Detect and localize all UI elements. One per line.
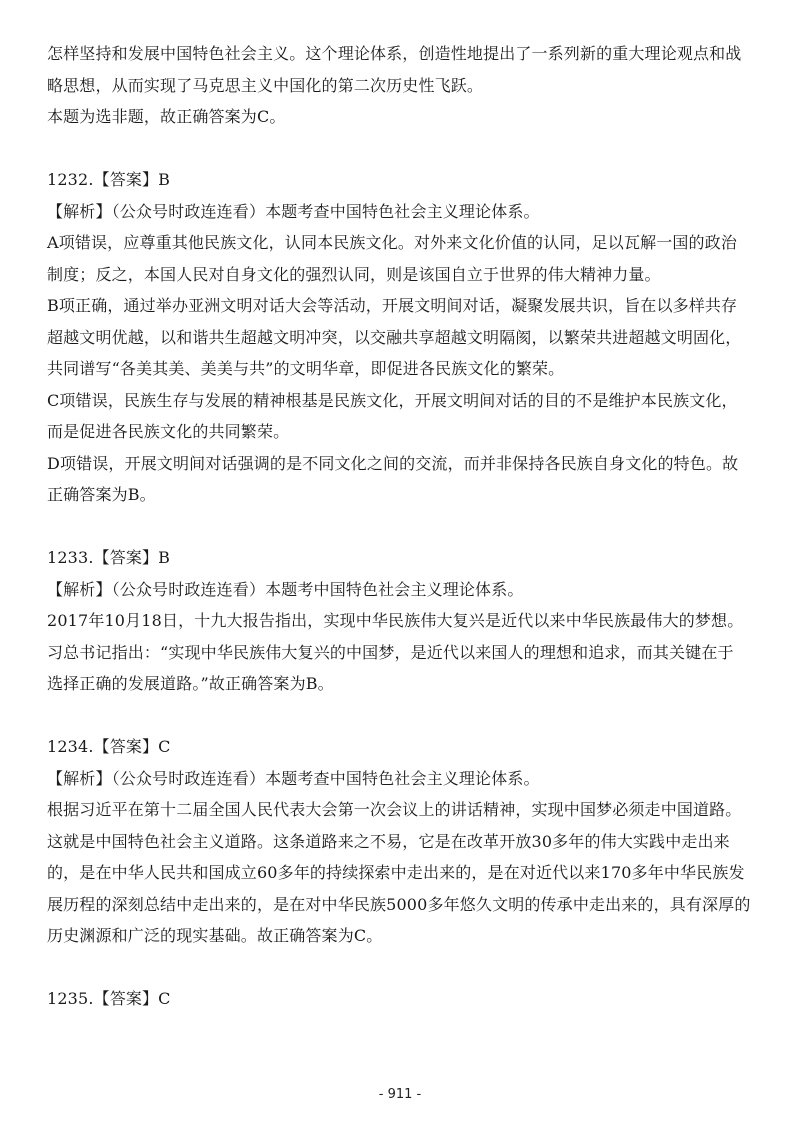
- answer-section-1232: [47, 170, 753, 505]
- page-number: - 911 -: [378, 1087, 422, 1102]
- text-line: 正确答案为B。: [47, 485, 156, 504]
- text-line: B项正确，通过举办亚洲文明对话大会等活动，开展文明间对话，凝聚发展共识，旨在以多样共存: [47, 296, 738, 315]
- answer-header: 1235.【答案】C: [47, 989, 171, 1008]
- text-line: 根据习近平在第十二届全国人民代表大会第一次会议上的讲话精神，实现中国梦必须走中国道路。: [47, 800, 742, 819]
- text-line: 习总书记指出：“实现中华民族伟大复兴的中国梦，是近代以来国人的理想和追求，而其关键在于: [47, 642, 734, 662]
- text-line: 这就是中国特色社会主义道路。这条道路来之不易，它是在改革开放30多年的伟大实践中走出来: [47, 831, 730, 851]
- document-page: [47, 44, 753, 1021]
- text-line: 制度；反之，本国人民对自身文化的强烈认同，则是该国自立于世界的伟大精神力量。: [47, 264, 661, 284]
- analysis-line: 【解析】（公众号时政连连看）本题考查中国特色社会主义理论体系。: [47, 768, 540, 788]
- text-line: 略思想，从而实现了马克思主义中国化的第二次历史性飞跃。: [47, 75, 484, 95]
- text-line: 超越文明优越，以和谐共生超越文明冲突，以交融共享超越文明隔阂，以繁荣共进超越文明固化，: [47, 327, 742, 347]
- answer-section-1234: [47, 737, 753, 946]
- answer-header: 1232.【答案】B: [47, 170, 171, 189]
- text-line: C项错误，民族生存与发展的精神根基是民族文化，开展文明间对话的目的不是维护本民族文化，: [47, 390, 738, 410]
- text-line: 选择正确的发展道路。”故正确答案为B。: [47, 674, 334, 693]
- answer-header: 1233.【答案】B: [47, 548, 171, 567]
- answer-section-1233: [47, 548, 753, 694]
- text-line: A项错误，应尊重其他民族文化，认同本民族文化。对外来文化价值的认同，足以瓦解一国的政治: [47, 233, 738, 252]
- text-line: 怎样坚持和发展中国特色社会主义。这个理论体系，创造性地提出了一系列新的重大理论观点和战: [47, 44, 742, 63]
- analysis-line: 【解析】（公众号时政连连看）本题考查中国特色社会主义理论体系。: [47, 201, 540, 221]
- text-line: D项错误，开展文明间对话强调的是不同文化之间的交流，而并非保持各民族自身文化的特色。故: [47, 453, 739, 473]
- text-line: 2017年10月18日，十九大报告指出，实现中华民族伟大复兴是近代以来中华民族最伟大的梦想。: [47, 611, 744, 630]
- text-line: 本题为选非题，故正确答案为C。: [47, 107, 286, 126]
- text-line: 的，是在中华人民共和国成立60多年的持续探索中走出来的，是在对近代以来170多年中华民族发: [47, 863, 745, 882]
- answer-section-1235: [47, 989, 753, 1009]
- text-line: 展历程的深刻总结中走出来的，是在对中华民族5000多年悠久文明的传承中走出来的，具有深厚的: [47, 894, 751, 914]
- text-line: 共同谱写“各美其美、美美与共”的文明华章，即促进各民族文化的繁荣。: [47, 359, 565, 378]
- intro-section: [47, 44, 753, 127]
- answer-header: 1234.【答案】C: [47, 737, 171, 756]
- text-line: 历史渊源和广泛的现实基础。故正确答案为C。: [47, 926, 383, 945]
- analysis-line: 【解析】（公众号时政连连看）本题考中国特色社会主义理论体系。: [47, 579, 524, 599]
- text-line: 而是促进各民族文化的共同繁荣。: [47, 422, 290, 441]
